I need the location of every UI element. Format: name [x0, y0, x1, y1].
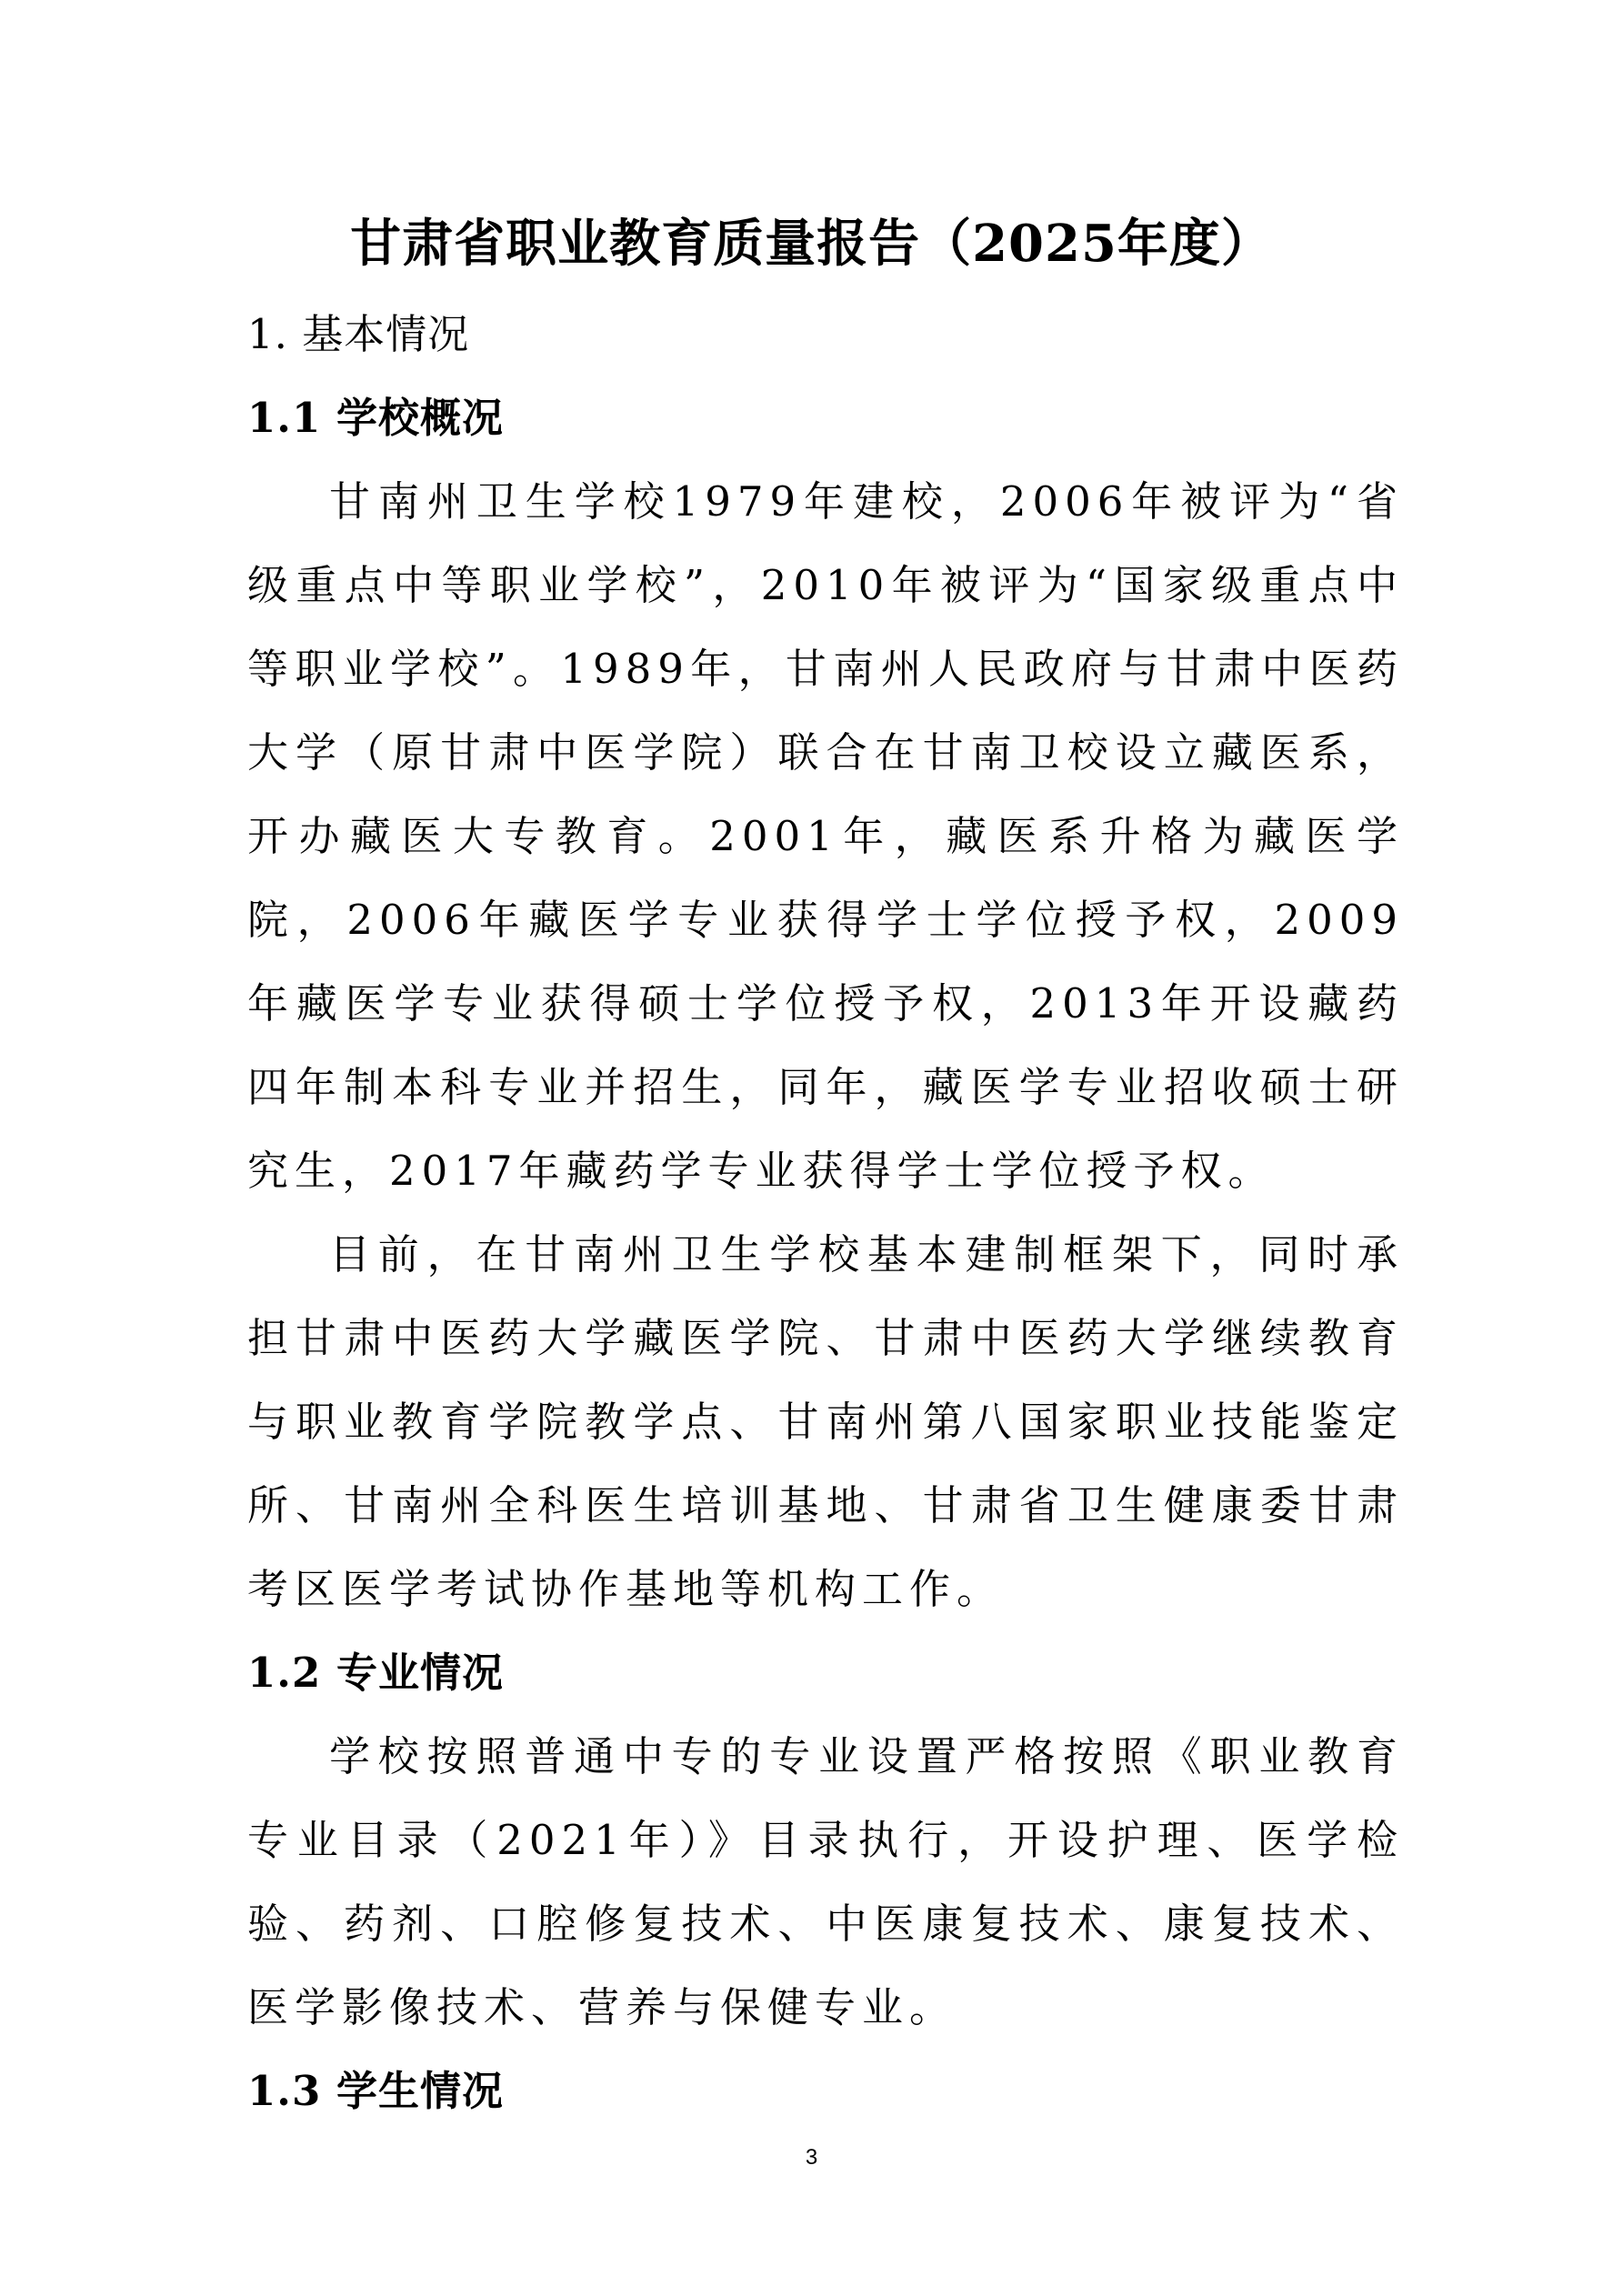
paragraph-school-current: 目前，在甘南州卫生学校基本建制框架下，同时承担甘肃中医药大学藏医学院、甘肃中医药大学继续教育与职业教育学院教学点、甘南州第八国家职业技能鉴定所、甘南州全科医生培训基地、甘肃省卫生健康委甘肃考区医学考试协作基地等机构工作。	[247, 1230, 1404, 1613]
section-heading-school-overview: 1.1 学校概况	[247, 394, 504, 442]
paragraph-school-history: 甘南州卫生学校1979年建校，2006年被评为“省级重点中等职业学校”，2010年被评为“国家级重点中等职业学校”。1989年，甘南州人民政府与甘肃中医药大学（原甘肃中医学院）联合在甘南卫校设立藏医系，开办藏医大专教育。2001年，藏医系升格为藏医学院，2006年藏医学专业获得学士学位授予权，2009年藏医学专业获得硕士学位授予权，2013年开设藏药四年制本科专业并招生，同年，藏医学专业招收硕士研究生，2017年藏药学专业获得学士学位授予权。	[247, 477, 1404, 1195]
page-number: 3	[805, 2145, 818, 2170]
section-heading-majors: 1.2 专业情况	[247, 1649, 504, 1697]
paragraph-majors: 学校按照普通中专的专业设置严格按照《职业教育专业目录（2021年）》目录执行，开设护理、医学检验、药剂、口腔修复技术、中医康复技术、康复技术、医学影像技术、营养与保健专业。	[247, 1732, 1404, 2031]
section-heading-basic-info: 1. 基本情况	[247, 310, 470, 358]
document-body	[247, 293, 1404, 2133]
document-title: 甘肃省职业教育质量报告（2025年度）	[350, 214, 1273, 274]
section-heading-students: 1.3 学生情况	[247, 2067, 504, 2115]
